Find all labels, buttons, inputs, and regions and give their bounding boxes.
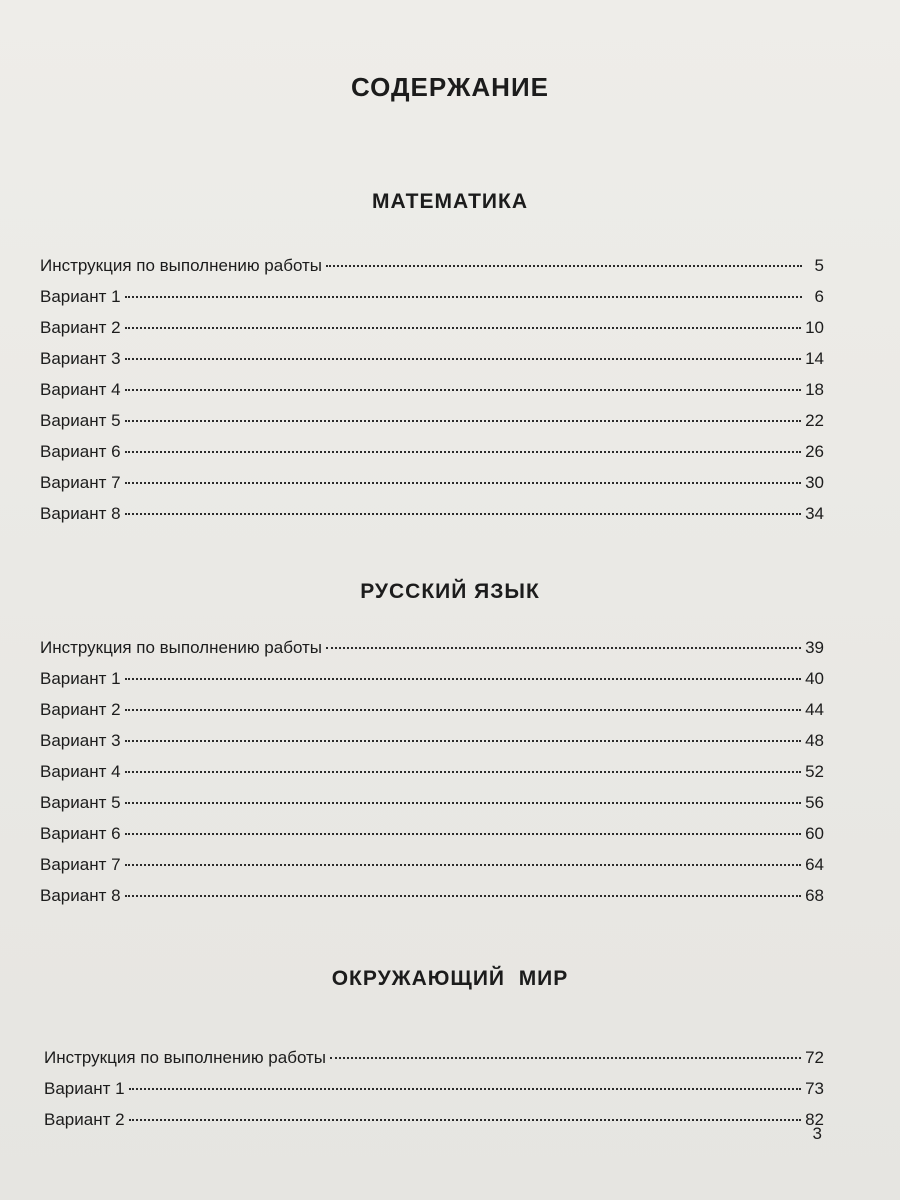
- toc-entry-label: Вариант 8: [40, 504, 121, 523]
- toc-entry-page: 22: [805, 411, 824, 430]
- toc-entry-label: Инструкция по выполнению работы: [44, 1048, 327, 1067]
- toc-entry-page: 52: [805, 762, 824, 781]
- toc-entry[interactable]: [40, 374, 824, 405]
- dot-leader: [326, 637, 801, 649]
- toc-entry-label: Вариант 2: [40, 318, 121, 337]
- toc-entry-page: 26: [805, 442, 824, 461]
- toc-list-russian: [40, 632, 824, 911]
- toc-entry-page: 5: [814, 256, 824, 275]
- toc-entry-label: Вариант 5: [40, 411, 121, 430]
- dot-leader: [125, 286, 802, 298]
- toc-entry[interactable]: [40, 281, 824, 312]
- toc-entry[interactable]: [40, 312, 824, 343]
- toc-entry[interactable]: [44, 1104, 824, 1135]
- section-heading-world: ОКРУЖАЮЩИЙ МИР: [331, 967, 569, 990]
- toc-entry-label: Инструкция по выполнению работы: [40, 256, 323, 275]
- section-heading-math: МАТЕМАТИКА: [372, 190, 528, 213]
- toc-entry-label: Инструкция по выполнению работы: [40, 638, 323, 657]
- dot-leader: [330, 1047, 801, 1059]
- toc-entry-label: Вариант 7: [40, 473, 121, 492]
- dot-leader: [129, 1109, 802, 1121]
- toc-entry-page: 34: [805, 504, 824, 523]
- dot-leader: [125, 441, 802, 453]
- toc-entry-label: Вариант 1: [40, 287, 121, 306]
- dot-leader: [125, 348, 802, 360]
- toc-list-math: [40, 250, 824, 529]
- toc-entry-page: 39: [805, 638, 824, 657]
- toc-entry[interactable]: [40, 818, 824, 849]
- dot-leader: [125, 472, 802, 484]
- page-title: СОДЕРЖАНИЕ: [351, 72, 549, 102]
- toc-entry[interactable]: [40, 343, 824, 374]
- toc-entry[interactable]: [44, 1042, 824, 1073]
- toc-entry-label: Вариант 1: [44, 1079, 125, 1098]
- toc-entry-label: Вариант 2: [40, 700, 121, 719]
- toc-entry[interactable]: [44, 1073, 824, 1104]
- toc-entry-page: 72: [805, 1048, 824, 1067]
- toc-entry-page: 68: [805, 886, 824, 905]
- dot-leader: [125, 503, 802, 515]
- toc-entry-label: Вариант 6: [40, 442, 121, 461]
- dot-leader: [326, 255, 802, 267]
- toc-entry-page: 60: [805, 824, 824, 843]
- dot-leader: [125, 792, 802, 804]
- toc-entry-page: 40: [805, 669, 824, 688]
- toc-entry[interactable]: [40, 498, 824, 529]
- toc-entry[interactable]: [40, 880, 824, 911]
- toc-entry-page: 30: [805, 473, 824, 492]
- toc-entry-label: Вариант 5: [40, 793, 121, 812]
- toc-entry-page: 14: [805, 349, 824, 368]
- dot-leader: [125, 317, 802, 329]
- toc-entry[interactable]: [40, 725, 824, 756]
- dot-leader: [125, 668, 802, 680]
- toc-entry-page: 64: [805, 855, 824, 874]
- toc-entry[interactable]: [40, 756, 824, 787]
- toc-entry[interactable]: [40, 405, 824, 436]
- dot-leader: [125, 761, 802, 773]
- toc-entry[interactable]: [40, 787, 824, 818]
- dot-leader: [129, 1078, 802, 1090]
- toc-entry-page: 56: [805, 793, 824, 812]
- toc-entry-label: Вариант 3: [40, 349, 121, 368]
- dot-leader: [125, 823, 802, 835]
- toc-entry-label: Вариант 4: [40, 380, 121, 399]
- toc-entry-label: Вариант 4: [40, 762, 121, 781]
- toc-entry[interactable]: [40, 467, 824, 498]
- dot-leader: [125, 699, 802, 711]
- toc-entry-page: 82: [805, 1110, 824, 1129]
- toc-entry-page: 48: [805, 731, 824, 750]
- toc-entry-page: 18: [805, 380, 824, 399]
- toc-entry[interactable]: [40, 694, 824, 725]
- toc-entry[interactable]: [40, 436, 824, 467]
- toc-entry-label: Вариант 6: [40, 824, 121, 843]
- toc-entry-label: Вариант 7: [40, 855, 121, 874]
- toc-entry-page: 44: [805, 700, 824, 719]
- toc-entry-label: Вариант 8: [40, 886, 121, 905]
- toc-entry-label: Вариант 3: [40, 731, 121, 750]
- toc-entry[interactable]: [40, 250, 824, 281]
- toc-list-world: [44, 1042, 824, 1135]
- dot-leader: [125, 730, 802, 742]
- toc-entry[interactable]: [40, 632, 824, 663]
- dot-leader: [125, 410, 802, 422]
- toc-entry-label: Вариант 1: [40, 669, 121, 688]
- toc-entry-page: 6: [814, 287, 824, 306]
- toc-entry[interactable]: [40, 849, 824, 880]
- dot-leader: [125, 379, 802, 391]
- toc-entry-page: 73: [805, 1079, 824, 1098]
- dot-leader: [125, 885, 802, 897]
- dot-leader: [125, 854, 802, 866]
- section-heading-russian: РУССКИЙ ЯЗЫК: [360, 580, 540, 603]
- page-number: 3: [812, 1124, 822, 1143]
- toc-entry-page: 10: [805, 318, 824, 337]
- toc-entry[interactable]: [40, 663, 824, 694]
- toc-entry-label: Вариант 2: [44, 1110, 125, 1129]
